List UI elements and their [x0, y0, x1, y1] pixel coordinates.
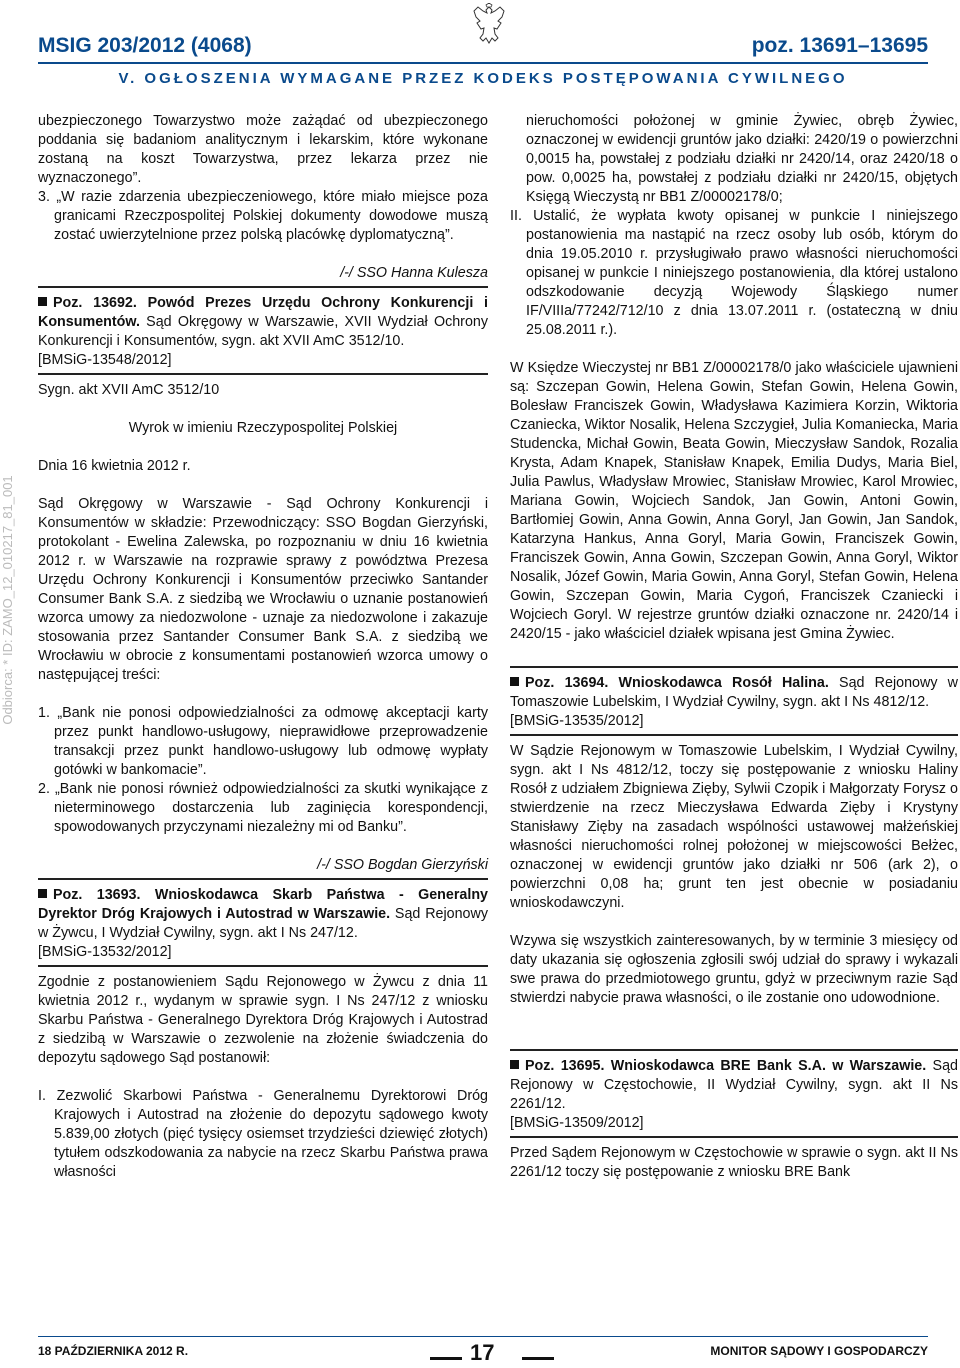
- recipient-id: Odbiorca: * ID: ZAMO_12_010217_81_001: [0, 475, 15, 725]
- page-number-dash: [522, 1357, 554, 1360]
- paragraph: Wzywa się wszystkich zainteresowanych, by w terminie 3 miesięcy od daty ukazania się ogłoszenia zgłosili swój udział do sprawy i wykazali swe prawa do przedmiotowego gruntu, gdyż w przeciwnym razie Sąd stwierdzi nabycie prawa własności, o ile zostanie ono udowodnione.: [510, 933, 958, 1006]
- reference-code: [BMSiG-13509/2012]: [510, 1115, 644, 1131]
- divider: [38, 878, 488, 880]
- paragraph: 3. „W razie zdarzenia ubezpieczeniowego, które miało miejsce poza granicami Rzeczpospolitej Polskiej dokumenty dowodowe muszą zostać uwierzytelnione przez polską placówkę dyplomatyczną”.: [38, 189, 488, 243]
- reference-code: [BMSiG-13532/2012]: [38, 944, 172, 960]
- paragraph: W Księdze Wieczystej nr BB1 Z/00002178/0 jako właściciele ujawnieni są: Szczepan Gowin, Helena Gowin, Stefan Gowin, Helena Gowin, Bolesław Franciszek Gowin, Władysława Kazimiera Korzin, Wiktoria Czaniecka, Wiktor Nosalik, Helena Szczygieł, Julia Komaniecka, Maria Studencka, Michał Gowin, Beata Gowin, Mieczysław Sandok, Rozalia Krysta, Adam Knapek, Stanisław Knapek, Emilia Dudys, Maria Biel, Julia Pawlus, Władysław Mrowiec, Stanisław Mrowiec, Karol Mrowiec, Mariana Gowin, Wojciech Sandok, Jan Gowin, Antoni Gowin, Bartłomiej Gowin, Anna Gowin, Anna Goryl, Jan Gowin, Jan Sandok, Katarzyna Hankus, Anna Goryl, Maria Gowin, Franciszek Gowin, Franciszek Gowin, Anna Gowin, Szczepan Gowin, Anna Goryl, Wiktor Nosalik, Józef Gowin, Maria Gowin, Anna Goryl, Stefan Gowin, Helena Gowin, Szczepan Gowin, Maria Cygoń, Franciszek Czaniecki i Wojciech Goryl. W rejestrze gruntów działki oznaczone nr. 2420/14 i 2420/15 - jako właściciel działek wpisana jest Gmina Żywiec.: [510, 360, 958, 642]
- header-divider: [38, 62, 928, 64]
- left-column: [38, 112, 488, 1182]
- right-column: [510, 112, 958, 1182]
- divider: [510, 734, 958, 736]
- divider: [510, 1136, 958, 1138]
- reference-code: [BMSiG-13535/2012]: [510, 713, 644, 729]
- section-title: V. OGŁOSZENIA WYMAGANE PRZEZ KODEKS POSTĘPOWANIA CYWILNEGO: [118, 70, 848, 87]
- page-number: 17: [470, 1340, 495, 1365]
- page-number-dash: [430, 1357, 462, 1360]
- signature: /-/ SSO Hanna Kulesza: [340, 265, 488, 281]
- divider: [38, 286, 488, 288]
- issue-date: 18 PAŹDZIERNIKA 2012 R.: [38, 1344, 189, 1358]
- divider: [38, 373, 488, 375]
- paragraph: Zgodnie z postanowieniem Sądu Rejonowego w Żywcu z dnia 11 kwietnia 2012 r., wydanym w sprawie sygn. I Ns 247/12 z wniosku Skarbu Państwa - Generalnego Dyrektora Dróg Krajowych i Autostrad z siedzibą w Warszawie o zezwolenie na złożenie świadczenia do depozytu sądowego Sąd postanowił:: [38, 974, 488, 1066]
- paragraph: Sąd Okręgowy w Warszawie - Sąd Ochrony Konkurencji i Konsumentów w składzie: Przewodniczący: SSO Bogdan Gierzyński, protokolant - Ewelina Zalewska, po rozpoznaniu w dniu 16 kwietnia 2012 r. w Warszawie na rozprawie sprawy z powództwa Prezesa Urzędu Ochrony Konkurencji i Konsumentów przeciwko Santander Consumer Bank S.A. z siedzibą we Wrocławiu o uznanie postanowień wzorca umowy za niedozwolone - uznaje za niedozwolone i zakazuje stosowania przez Santander Consumer Bank S.A. z siedzibą we Wrocławiu w obrocie z konsumentami postanowień wzorca umowy o następującej treści:: [38, 496, 488, 683]
- paragraph: Przed Sądem Rejonowym w Częstochowie w sprawie o sygn. akt II Ns 2261/12 toczy się postępowanie z wniosku BRE Bank: [510, 1145, 958, 1180]
- recipient-sidebar: [0, 0, 20, 1368]
- paragraph: nieruchomości położonej w gminie Żywiec, obręb Żywiec, oznaczonej w ewidencji gruntów jako działki: 2420/19 o powierzchni 0,0015 ha, powstałej z podziału działki nr 2420/14, oraz 2420/18 o pow. 0,0025 ha, powstałej z podziału działki nr 2420/15, objętych Księgą Wieczystą nr BB1 Z/00002178/0;: [526, 113, 958, 205]
- eagle-emblem-icon: [470, 3, 508, 49]
- footer-divider: [38, 1336, 928, 1337]
- journal-issue: MSIG 203/2012 (4068): [38, 34, 252, 57]
- signature: /-/ SSO Bogdan Gierzyński: [317, 857, 488, 873]
- notice-heading: Poz. 13693. Wnioskodawca Skarb Państwa - Generalny Dyrektor Dróg Krajowych i Autostrad w Warszawie. Sąd Rejonowy w Żywcu, I Wydział Cywilny, sygn. akt I Ns 247/12.: [38, 887, 488, 941]
- paragraph: ubezpieczonego Towarzystwo może zażądać od ubezpieczonego poddania się badaniom analitycznym i lekarskim, które wykonane zostaną na koszt Towarzystwa, przez lekarza przez nie wyznaczonego”.: [38, 113, 488, 186]
- notice-heading: Poz. 13695. Wnioskodawca BRE Bank S.A. w Warszawie. Sąd Rejonowy w Częstochowie, II Wydział Cywilny, sygn. akt II Ns 2261/12.: [510, 1058, 958, 1112]
- divider: [510, 666, 958, 668]
- case-signature: Sygn. akt XVII AmC 3512/10: [38, 382, 220, 398]
- square-bullet-icon: [38, 889, 47, 898]
- list-item: I. Zezwolić Skarbowi Państwa - Generalnemu Dyrektorowi Dróg Krajowych i Autostrad na złożenie do depozytu sądowego kwoty 5.839,00 złotych (pięć tysięcy osiemset trzydzieści dziewięć złotych) tytułem odszkodowania za nabycie na rzecz Skarbu Państwa prawa własności: [38, 1088, 488, 1180]
- list-item: 2. „Bank nie ponosi również odpowiedzialności za skutki wynikające z nieterminowego dostarczenia lub zaginięcia korespondencji, spowodowanych przyczynami niezależny mi od Banku”.: [38, 781, 488, 835]
- reference-code: [BMSiG-13548/2012]: [38, 352, 172, 368]
- list-item: 1. „Bank nie ponosi odpowiedzialności za odmowę akceptacji karty przez punkt handlowo-usługowy, nieprawidłowe przeprowadzenie transakcji przez punkt handlowo-usługowy lub odmowę wypłaty gotówki w bankomacie”.: [38, 705, 488, 778]
- position-range: poz. 13691–13695: [751, 34, 928, 57]
- square-bullet-icon: [510, 677, 519, 686]
- list-item: II. Ustalić, że wypłata kwoty opisanej w punkcie I niniejszego postanowienia ma nastąpić na rzecz osoby lub osób, którym do dnia 19.05.2010 r. przysługiwało prawo własności nieruchomości opisanej w punkcie I niniejszego postanowienia, dla której ustalono odszkodowanie decyzją Wojewody Śląskiego numer IF/VIIIa/77242/712/10 z dnia 13.07.2011 r. (ostateczną w dniu 25.08.2011 r.).: [510, 208, 958, 338]
- notice-heading: Poz. 13694. Wnioskodawca Rosół Halina. Sąd Rejonowy w Tomaszowie Lubelskim, I Wydział Cywilny, sygn. akt I Ns 4812/12.: [510, 675, 958, 710]
- divider: [38, 965, 488, 967]
- square-bullet-icon: [38, 297, 47, 306]
- square-bullet-icon: [510, 1060, 519, 1069]
- divider: [510, 1049, 958, 1051]
- notice-heading: Poz. 13692. Powód Prezes Urzędu Ochrony Konkurencji i Konsumentów. Sąd Okręgowy w Warszawie, XVII Wydział Ochrony Konkurencji i Konsumentów, sygn. akt XVII AmC 3512/10.: [38, 295, 488, 349]
- verdict-title: Wyrok w imieniu Rzeczypospolitej Polskiej: [128, 420, 398, 436]
- publication-name: MONITOR SĄDOWY I GOSPODARCZY: [710, 1344, 928, 1358]
- verdict-date: Dnia 16 kwietnia 2012 r.: [38, 458, 191, 474]
- paragraph: W Sądzie Rejonowym w Tomaszowie Lubelskim, I Wydział Cywilny, sygn. akt I Ns 4812/12, toczy się postępowanie z wniosku Haliny Rosół z udziałem Zbigniewa Zięby, Sylwii Czopik i Małgorzaty Forysz o stwierdzenie na rzecz Mieczysława Edwarda Zięby i Krystyny Stanisławy Zięby na zasadach wspólności ustawowej małżeńskiej własności nieruchomości rolnej położonej w miejscowości Bełżec, oznaczonej w ewidencji gruntów jako działki nr 506 (ark 2), o powierzchni 0,08 ha; grunt ten jest obecnie w posiadaniu wnioskodawczyni.: [510, 743, 958, 911]
